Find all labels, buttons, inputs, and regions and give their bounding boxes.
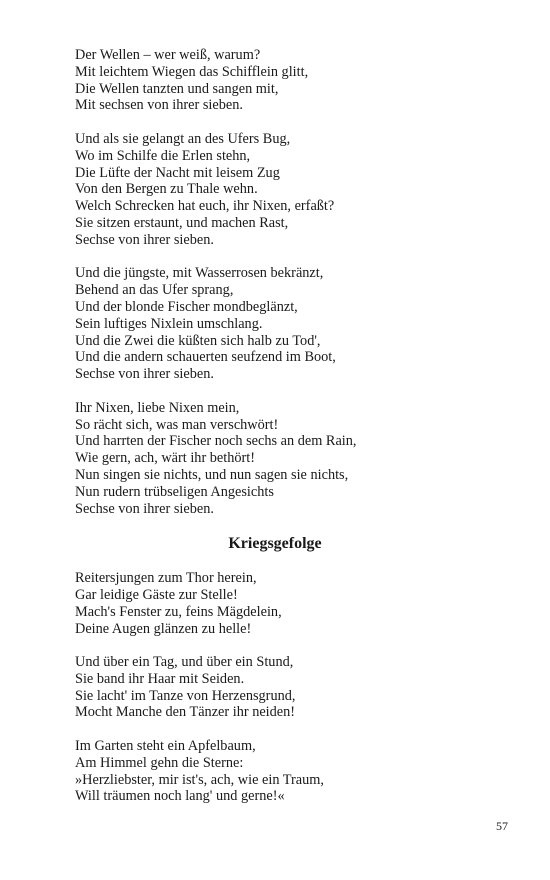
verse-line: Deine Augen glänzen zu helle! (75, 620, 252, 637)
verse-line: Welch Schrecken hat euch, ihr Nixen, erfaßt? (75, 198, 335, 215)
text-block (75, 47, 495, 822)
verse-line: Wie gern, ach, wärt ihr bethört! (75, 450, 256, 467)
stanza (75, 400, 495, 518)
verse-line: Am Himmel gehn die Sterne: (75, 754, 244, 771)
verse-line: Und die Zwei die küßten sich halb zu Tod', (75, 332, 321, 349)
verse-line: Sie band ihr Haar mit Seiden. (75, 670, 245, 687)
verse-line: Ihr Nixen, liebe Nixen mein, (75, 399, 240, 416)
verse-line: Wo im Schilfe die Erlen stehn, (75, 147, 251, 164)
verse-line: Mocht Manche den Tänzer ihr neiden! (75, 704, 296, 721)
verse-line: Nun singen sie nichts, und nun sagen sie nichts, (75, 466, 349, 483)
verse-line: Reitersjungen zum Thor herein, (75, 570, 257, 587)
verse-line: Sein luftiges Nixlein umschlang. (75, 315, 263, 332)
verse-line: Die Wellen tanzten und sangen mit, (75, 80, 279, 97)
verse-line: Und die andern schauerten seufzend im Boot, (75, 349, 336, 366)
verse-line: Und als sie gelangt an des Ufers Bug, (75, 130, 291, 147)
verse-line: Sechse von ihrer sieben. (75, 231, 214, 248)
stanza (75, 131, 495, 249)
stanza (75, 265, 495, 383)
verse-line: Mit leichtem Wiegen das Schifflein glitt, (75, 63, 309, 80)
stanza (75, 47, 495, 114)
verse-line: Nun rudern trübseligen Angesichts (75, 483, 274, 500)
verse-line: Und die jüngste, mit Wasserrosen bekränzt, (75, 265, 324, 282)
verse-line: Und über ein Tag, und über ein Stund, (75, 654, 294, 671)
verse-line: Gar leidige Gäste zur Stelle! (75, 586, 238, 603)
stanza (75, 738, 495, 805)
verse-line: Sie lacht' im Tanze von Herzensgrund, (75, 687, 296, 704)
verse-line: Und der blonde Fischer mondbeglänzt, (75, 298, 298, 315)
verse-line: Sechse von ihrer sieben. (75, 500, 214, 517)
page-number: 57 (496, 819, 508, 833)
verse-line: Von den Bergen zu Thale wehn. (75, 181, 258, 198)
verse-line: Mach's Fenster zu, feins Mägdelein, (75, 603, 282, 620)
stanza (75, 654, 495, 721)
verse-line: Der Wellen – wer weiß, warum? (75, 47, 261, 63)
verse-line: Mit sechsen von ihrer sieben. (75, 97, 243, 114)
verse-line: »Herzliebster, mir ist's, ach, wie ein Traum, (75, 771, 324, 788)
verse-line: Behend an das Ufer sprang, (75, 282, 234, 299)
verse-line: Und harrten der Fischer noch sechs an dem Rain, (75, 433, 357, 450)
verse-line: Sie sitzen erstaunt, und machen Rast, (75, 214, 289, 231)
poem-title: Kriegsgefolge (228, 535, 322, 553)
verse-line: So rächt sich, was man verschwört! (75, 416, 279, 433)
stanza (75, 570, 495, 637)
verse-line: Die Lüfte der Nacht mit leisem Zug (75, 164, 280, 181)
verse-line: Im Garten steht ein Apfelbaum, (75, 738, 256, 755)
verse-line: Sechse von ihrer sieben. (75, 366, 214, 383)
verse-line: Will träumen noch lang' und gerne!« (75, 788, 285, 805)
